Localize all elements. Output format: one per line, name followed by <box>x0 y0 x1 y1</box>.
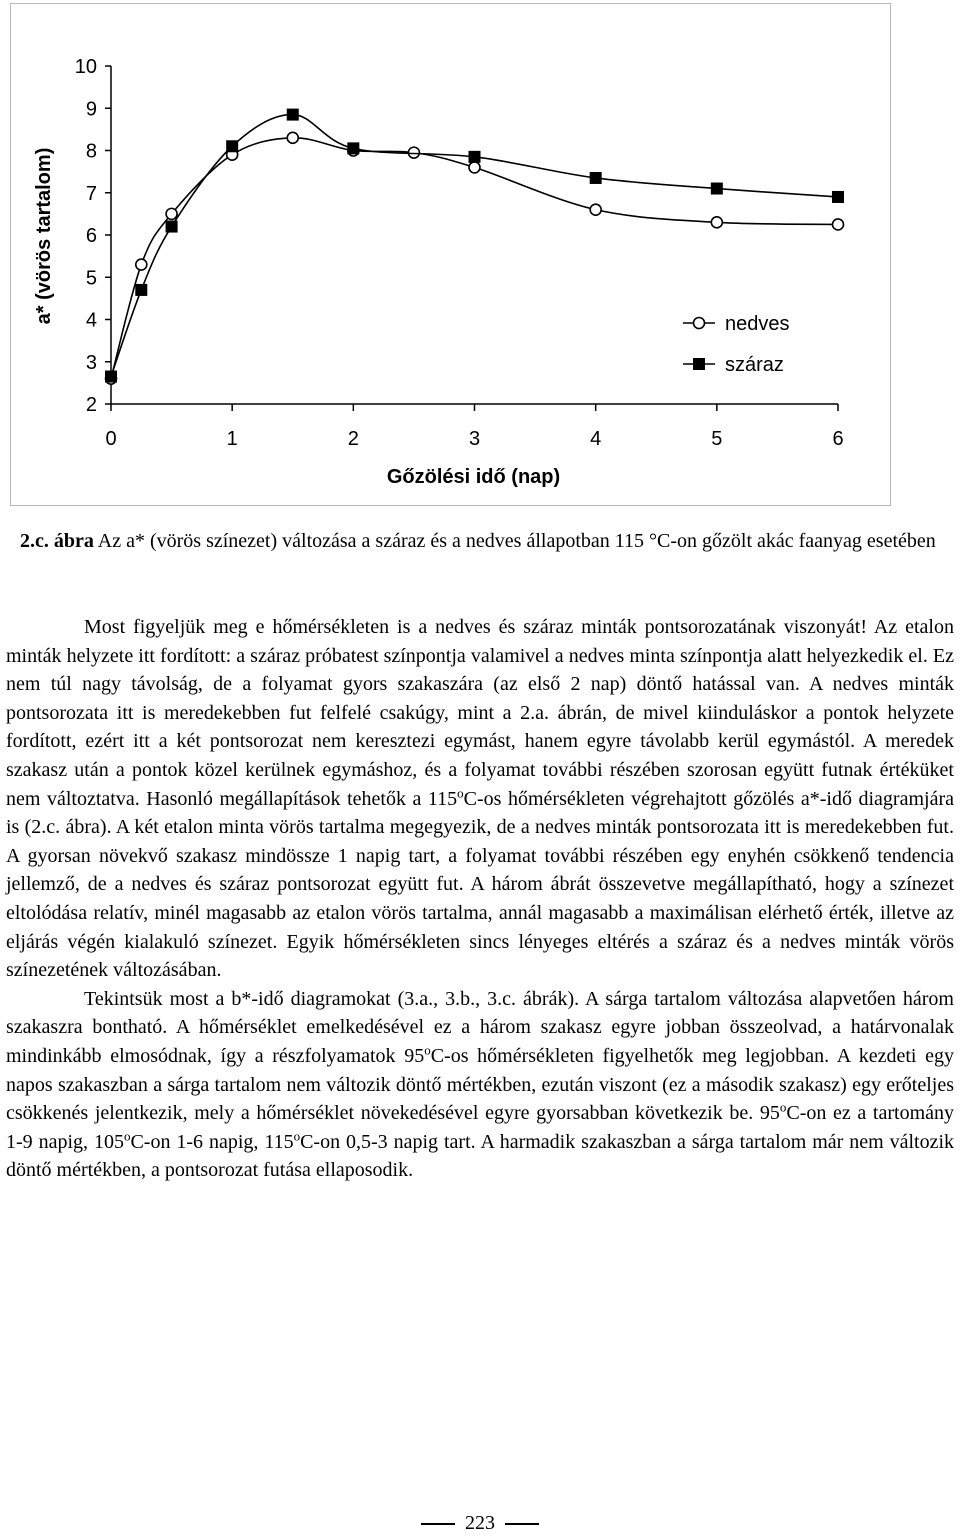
data-point <box>833 219 844 230</box>
data-point <box>590 172 602 184</box>
legend-marker <box>693 358 705 370</box>
page-number-dash-left <box>421 1523 455 1525</box>
data-point <box>135 284 147 296</box>
x-tick-label: 5 <box>711 428 723 450</box>
y-tick-label: 4 <box>85 309 97 332</box>
y-tick-label: 2 <box>85 394 97 416</box>
figure-caption-label: 2.c. ábra <box>20 530 94 552</box>
paragraph-text: Tekintsük most a b*-idő diagramokat (3.a., 3.b., 3.c. ábrák). A sárga tartalom változása alapvetően három szakaszra bontható. A hőmérséklet emelkedésével ez a három szakasz egyre jobban összeolvad, a határvonalak mindinkább elmosódnak, így a részfolyamatok 95 <box>6 987 954 1067</box>
series-line-nedves <box>111 138 838 379</box>
data-point <box>347 142 359 154</box>
data-point <box>711 217 722 228</box>
superscript: o <box>424 1042 431 1058</box>
x-tick-label: 0 <box>105 428 117 450</box>
paragraph-text: C-on 0,5-3 napig tart. A harmadik szakaszban a sárga tartalom már nem változik döntő mértékben, a pontsorozat futása ellaposodik. <box>6 1130 954 1182</box>
legend-marker <box>694 318 705 329</box>
superscript: o <box>123 1128 131 1144</box>
data-point <box>287 109 299 121</box>
paragraph-text: C-on ez a tartomány 1-9 napig, 105 <box>6 1102 955 1153</box>
superscript: o <box>779 1099 787 1115</box>
legend-label: nedves <box>725 313 790 335</box>
data-point <box>105 371 117 383</box>
x-tick-label: 4 <box>590 428 602 450</box>
data-point <box>287 132 298 143</box>
paragraph-text: C-os hőmérsékleten figyelhetők meg legjobban. A kezdeti egy napos szakaszban a sárga tartalom nem változik döntő mértékben, ezután viszont (ez a második szakasz) egy erőteljes csökkenés jelentkezik, mely a hőmérséklet növekedésével egyre gyorsabban következik be. 95 <box>6 1044 954 1125</box>
data-point <box>469 151 481 163</box>
data-point <box>226 140 238 152</box>
superscript: o <box>457 784 464 800</box>
data-point <box>469 162 480 173</box>
data-point <box>166 221 178 233</box>
paragraph-text: Most figyeljük meg e hőmérsékleten is a nedves és száraz minták pontsorozatának viszonyát! Az etalon minták helyzete itt fordított: a száraz próbatest színpontja valamivel a nedves minta színpontja alatt helyezkedik el. Ez nem túl nagy távolság, de a folyamat gyors szakaszára (az első 2 nap) döntő hatással van. A nedves minták pontsorozata itt is meredekebben fut felfelé csakúgy, mint a 2.a. ábrán, de mivel kiinduláskor a pontok helyzete fordított, ezért itt a két pontsorozat nem keresztezi egymást, hanem egyre távolabb kerül egymástól. A meredek szakasz után a pontok közel kerülnek egymáshoz, és a folyamat további részében szorosan együtt futnak értéküket nem változtatva. Hasonló megállapítások tehetők a 115 <box>6 616 954 810</box>
data-point <box>136 259 147 270</box>
x-tick-label: 3 <box>468 428 481 450</box>
y-tick-label: 6 <box>85 225 97 247</box>
x-tick-label: 6 <box>832 428 844 450</box>
body-text <box>6 613 954 1185</box>
data-point <box>711 183 723 195</box>
paragraph-text: C-os hőmérsékleten végrehajtott gőzölés a*-idő diagramjára is (2.c. ábra). A két etalon minta vörös tartalma megegyezik, de a nedves minták pontsorozata itt is meredekebben fut. A gyorsan növekvő szakasz mindössze 1 napig tart, a folyamat további részében egy enyhén csökkenő tendencia jellemző, de a nedves és száraz pontsorozat együtt fut. A három ábrát összevetve megállapítható, hogy a színezet eltolódása relatív, minél magasabb az etalon vörös tartalma, annál magasabb a maximálisan elérhető érték, illetve az eljárás végén kialakuló színezet. Egyik hőmérsékleten sincs lényeges eltérés a száraz és a nedves minták vörös színezetének változásában. <box>6 787 954 982</box>
y-axis-label: a* (vörös tartalom) <box>33 147 55 325</box>
line-chart <box>0 0 960 510</box>
paragraph <box>6 613 954 985</box>
page-number-dash-right <box>505 1523 539 1525</box>
data-point <box>166 208 177 219</box>
y-tick-label: 8 <box>85 140 97 163</box>
paragraph-text: C-on 1-6 napig, 115 <box>130 1130 294 1153</box>
data-point <box>832 191 844 203</box>
page-number-value: 223 <box>465 1512 495 1534</box>
y-tick-label: 9 <box>85 98 97 121</box>
paragraph <box>6 985 954 1185</box>
y-tick-label: 10 <box>74 56 97 78</box>
figure-caption <box>20 528 950 554</box>
legend-label: száraz <box>725 354 784 376</box>
x-tick-label: 2 <box>347 428 359 450</box>
page-number <box>0 1512 960 1535</box>
figure-caption-text: Az a* (vörös színezet) változása a száraz és a nedves állapotban 115 °C-on gőzölt akác faanyag esetében <box>93 530 936 552</box>
x-tick-label: 1 <box>226 428 238 450</box>
y-tick-label: 7 <box>85 182 97 205</box>
y-tick-label: 3 <box>85 351 97 374</box>
y-tick-label: 5 <box>85 267 97 290</box>
data-point <box>590 204 601 215</box>
superscript: o <box>293 1128 301 1144</box>
x-axis-label: Gőzölési idő (nap) <box>386 466 561 488</box>
